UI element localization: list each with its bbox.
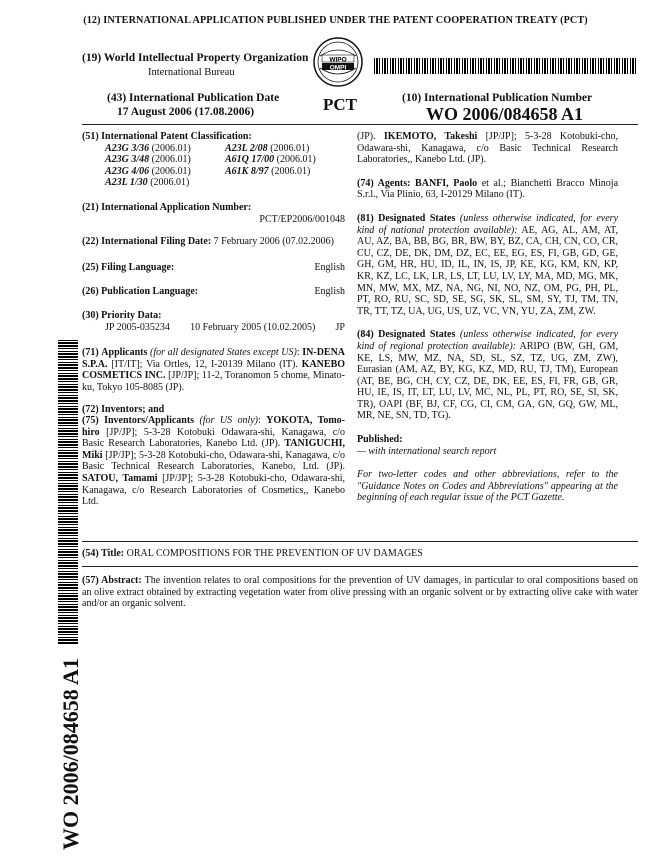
agents-label: (74) Agents: (357, 177, 411, 189)
office-name: (19) World Intellectual Property Organization (82, 52, 309, 64)
agent-name: BANFI, Paolo (415, 177, 478, 189)
inventor-name: SATOU, Tamami (82, 473, 158, 485)
pct-label: PCT (323, 95, 357, 114)
ipc-entry: A23L 1/30 (2006.01) (105, 177, 190, 189)
svg-text:WIPO: WIPO (329, 56, 347, 64)
filing-date-section (82, 236, 345, 248)
designated-national-section: (81) Designated States (unless otherwise indicated, for every kind of national protection available): AE, AG, AL, AM, AT, AU, AZ, BA, BB, BG, BR, BW, BY, BZ, CA, CH, CN, CO, CR, CU, CZ, DE, DK, DM, DZ, EC, EE, EG, ES, FI, GB, GD, GE, GH, GM, HR, HU, ID, IL, IN, IS, JP, KE, KG, KM, KN, KP, KR, KZ, LC, LK, LR, LS, LT, LU, LV, LY, MA, MD, MG, MK, MN, MW, MX, MZ, NA, NG, NI, NO, NZ, OM, PG, PH, PL, PT, RO, RU, SC, SD, SE, SG, SK, SL, SM, SY, TJ, TM, TN, TR, TT, TZ, UA, UG, US, UZ, VC, VN, YU, ZA, ZM, ZW. (357, 212, 619, 317)
priority-entry (82, 322, 345, 334)
filing-language-label: (25) Filing Language: (82, 261, 175, 273)
priority-section (82, 310, 345, 333)
publication-language-section (82, 286, 345, 298)
inventors-section: (75) Inventors/Applicants (for US only): YOKOTA, Tomo-hiro [JP/JP]; 5-3-28 Kotobuki Odawara-shi, Kanagawa, c/o Basic Research Laboratories, Kanebo Ltd. (JP). TANIGUCHI, Miki [JP/JP]; 5-3-28 Kotobuki-cho, Odawara-shi, Kanagawa, c/o Basic Technical Research Laboratories, Kanebo, Ltd. (JP). SATOU, Tamami [JP/JP]; 5-3-28 Kotobuki-cho, Odawara-shi, Kanagawa, c/o Research Laboratories of Cosmetics,, Kanebo Ltd. (82, 415, 346, 508)
codes-note: For two-letter codes and other abbreviations, refer to the "Guidance Notes on Codes and Abbreviations" appearing at the beginning of each regular issue of the PCT Gazette. (357, 469, 618, 504)
filing-date-label: (22) International Filing Date: (82, 236, 212, 248)
filing-date-value: 7 February 2006 (07.02.2006) (213, 236, 334, 248)
applicant-name-indena: IN-DENA S.P.A. (82, 347, 346, 370)
title-rule (82, 541, 638, 542)
priority-country: JP (335, 321, 345, 333)
designated-regional-states: ARIPO (BW, GH, GM, KE, LS, MW, MZ, NA, SD, SL, SZ, TZ, UG, ZM, ZW), Eurasian (AM, AZ, BY, KG, KZ, MD, RU, TJ, TM), European (AT, BE, BG, CH, CY, CZ, DE, DK, EE, ES, FI, FR, GB, GR, HU, IE, IS, IT, LT, LU, LV, MC, NL, PL, PT, RO, SE, SI, SK, TR), OAPI (BF, BJ, CF, CG, CI, CM, GA, GN, GQ, GW, ML, MR, NE, SN, TD, TG). (357, 340, 618, 422)
applicant-name-kanebo: KANEBO COSMETICS INC. (82, 358, 346, 382)
applicants-label: Applicants (101, 347, 148, 359)
abstract-rule (82, 566, 638, 567)
published-label: Published: (357, 434, 403, 446)
inventors-applicants-label: Inventors/Applicants (104, 415, 195, 427)
agents-section: (74) Agents: BANFI, Paolo et al.; Bianchetti Bracco Minoja S.r.l., Via Plinio, 63, I-20129 Milano (IT). (357, 177, 619, 201)
priority-label: (30) Priority Data: (82, 309, 162, 321)
side-publication-number: WO 2006/084658 A1 (58, 658, 83, 850)
publication-date-value: 17 August 2006 (17.08.2006) (117, 106, 255, 118)
priority-date: 10 February 2005 (10.02.2005) (190, 321, 316, 333)
publication-number-value: WO 2006/084658 A1 (426, 104, 584, 124)
office-bureau: International Bureau (148, 67, 235, 78)
ipc-entry: A23G 3/36 (2006.01) (105, 142, 191, 154)
ipc-entry: A23G 3/48 (2006.01) (105, 154, 191, 166)
right-column (357, 131, 618, 504)
title-section (82, 548, 638, 560)
priority-number: JP 2005-035234 (105, 321, 170, 333)
inventors-label: (72) Inventors; and (82, 403, 165, 415)
published-section (357, 434, 618, 457)
inventor-name: TANIGUCHI, Miki (82, 438, 345, 461)
ipc-label: (51) International Patent Classification: (82, 131, 252, 142)
ipc-entry: A23L 2/08 (2006.01) (225, 142, 310, 154)
publication-language-label: (26) Publication Language: (82, 286, 199, 298)
inventors-continued: (JP). IKEMOTO, Takeshi [JP/JP]; 5-3-28 Kotobuki-cho, Odawara-shi, Kanagawa, c/o Basic Technical Research Laboratories,, Kanebo Ltd. (JP). (357, 131, 618, 166)
left-column (82, 131, 345, 508)
ipc-grid (105, 143, 345, 189)
designated-regional-section: (84) Designated States (unless otherwise indicated, for every kind of regional protection available): ARIPO (BW, GH, GM, KE, LS, MW, MZ, NA, SD, SL, SZ, TZ, UG, ZM, ZW), Eurasian (AM, AZ, BY, KG, KZ, MD, RU, TJ, TM), European (AT, BE, BG, CH, CY, CZ, DE, DK, EE, ES, FI, FR, GB, GR, HU, IE, IS, IT, LT, LU, LV, MC, NL, PL, PT, RO, SE, SI, SK, TR), OAPI (BF, BJ, CF, CG, CI, CM, GA, GN, GQ, GW, ML, MR, NE, SN, TD, TG). (357, 329, 619, 422)
filing-language-section (82, 262, 345, 274)
applicants-section: (71) Applicants (for all designated States except US): IN-DENA S.P.A. [IT/IT]; Via Ortles, 12, I-20139 Milano (IT). KANEBO COSMETICS INC. [JP/JP]; 11-2, Toranomon 5 chome, Minato-ku, Tokyo 105-8085 (JP). (82, 347, 346, 393)
abstract-text: The invention relates to oral compositions for the prevention of UV damages, in particular to oral compositions based on an olive extract obtained by extracting vegetation water from olive pressing with an organic solvent or by extracting olive cake with water and/or an organic solvent. (82, 575, 639, 610)
inventor-name: YOKOTA, Tomo-hiro (82, 415, 346, 438)
filing-language-value: English (314, 261, 345, 273)
title-label: (54) Title: (82, 548, 125, 559)
publication-number-label: (10) International Publication Number (402, 92, 593, 104)
document-header: (12) INTERNATIONAL APPLICATION PUBLISHED UNDER THE PATENT COOPERATION TREATY (PCT) (83, 15, 588, 26)
title-value: ORAL COMPOSITIONS FOR THE PREVENTION OF UV DAMAGES (126, 548, 423, 559)
inventor-name: IKEMOTO, Takeshi (383, 131, 478, 142)
header-rule (82, 124, 638, 125)
wipo-logo-icon (308, 36, 368, 88)
designated-national-label: (81) Designated States (357, 212, 456, 224)
designated-regional-label: (84) Designated States (357, 329, 456, 341)
side-barcode (58, 340, 78, 645)
application-number-section (82, 202, 345, 225)
application-number-label: (21) International Application Number: (82, 201, 252, 213)
svg-text:OMPI: OMPI (329, 64, 347, 72)
published-item: — with international search report (357, 445, 497, 457)
ipc-entry: A61Q 17/00 (2006.01) (225, 154, 316, 166)
publication-date-label: (43) International Publication Date (107, 92, 280, 104)
designated-national-states: AE, AG, AL, AM, AT, AU, AZ, BA, BB, BG, BR, BW, BY, BZ, CA, CH, CN, CO, CR, CU, CZ, DE, DK, DM, DZ, EC, EE, EG, ES, FI, GB, GD, GE, GH, GM, HR, HU, ID, IL, IN, IS, JP, KE, KG, KM, KN, KP, KR, KZ, LC, LK, LR, LS, LT, LU, LV, LY, MA, MD, MG, MK, MN, MW, MX, MZ, NA, NG, NI, NO, NZ, OM, PG, PH, PL, PT, RO, RU, SC, SD, SE, SG, SK, SL, SM, SY, TJ, TM, TN, TR, TT, TZ, UA, UG, US, UZ, VC, VN, YU, ZA, ZM, ZW. (357, 224, 618, 317)
ipc-entry: A61K 8/97 (2006.01) (225, 165, 311, 177)
ipc-entry: A23G 4/06 (2006.01) (105, 165, 191, 177)
publication-barcode (374, 58, 638, 74)
abstract-label: (57) Abstract: (82, 575, 142, 586)
abstract-section (82, 575, 638, 610)
application-number-value: PCT/EP2006/001048 (259, 213, 345, 225)
ipc-section (82, 131, 345, 189)
publication-language-value: English (314, 286, 345, 298)
